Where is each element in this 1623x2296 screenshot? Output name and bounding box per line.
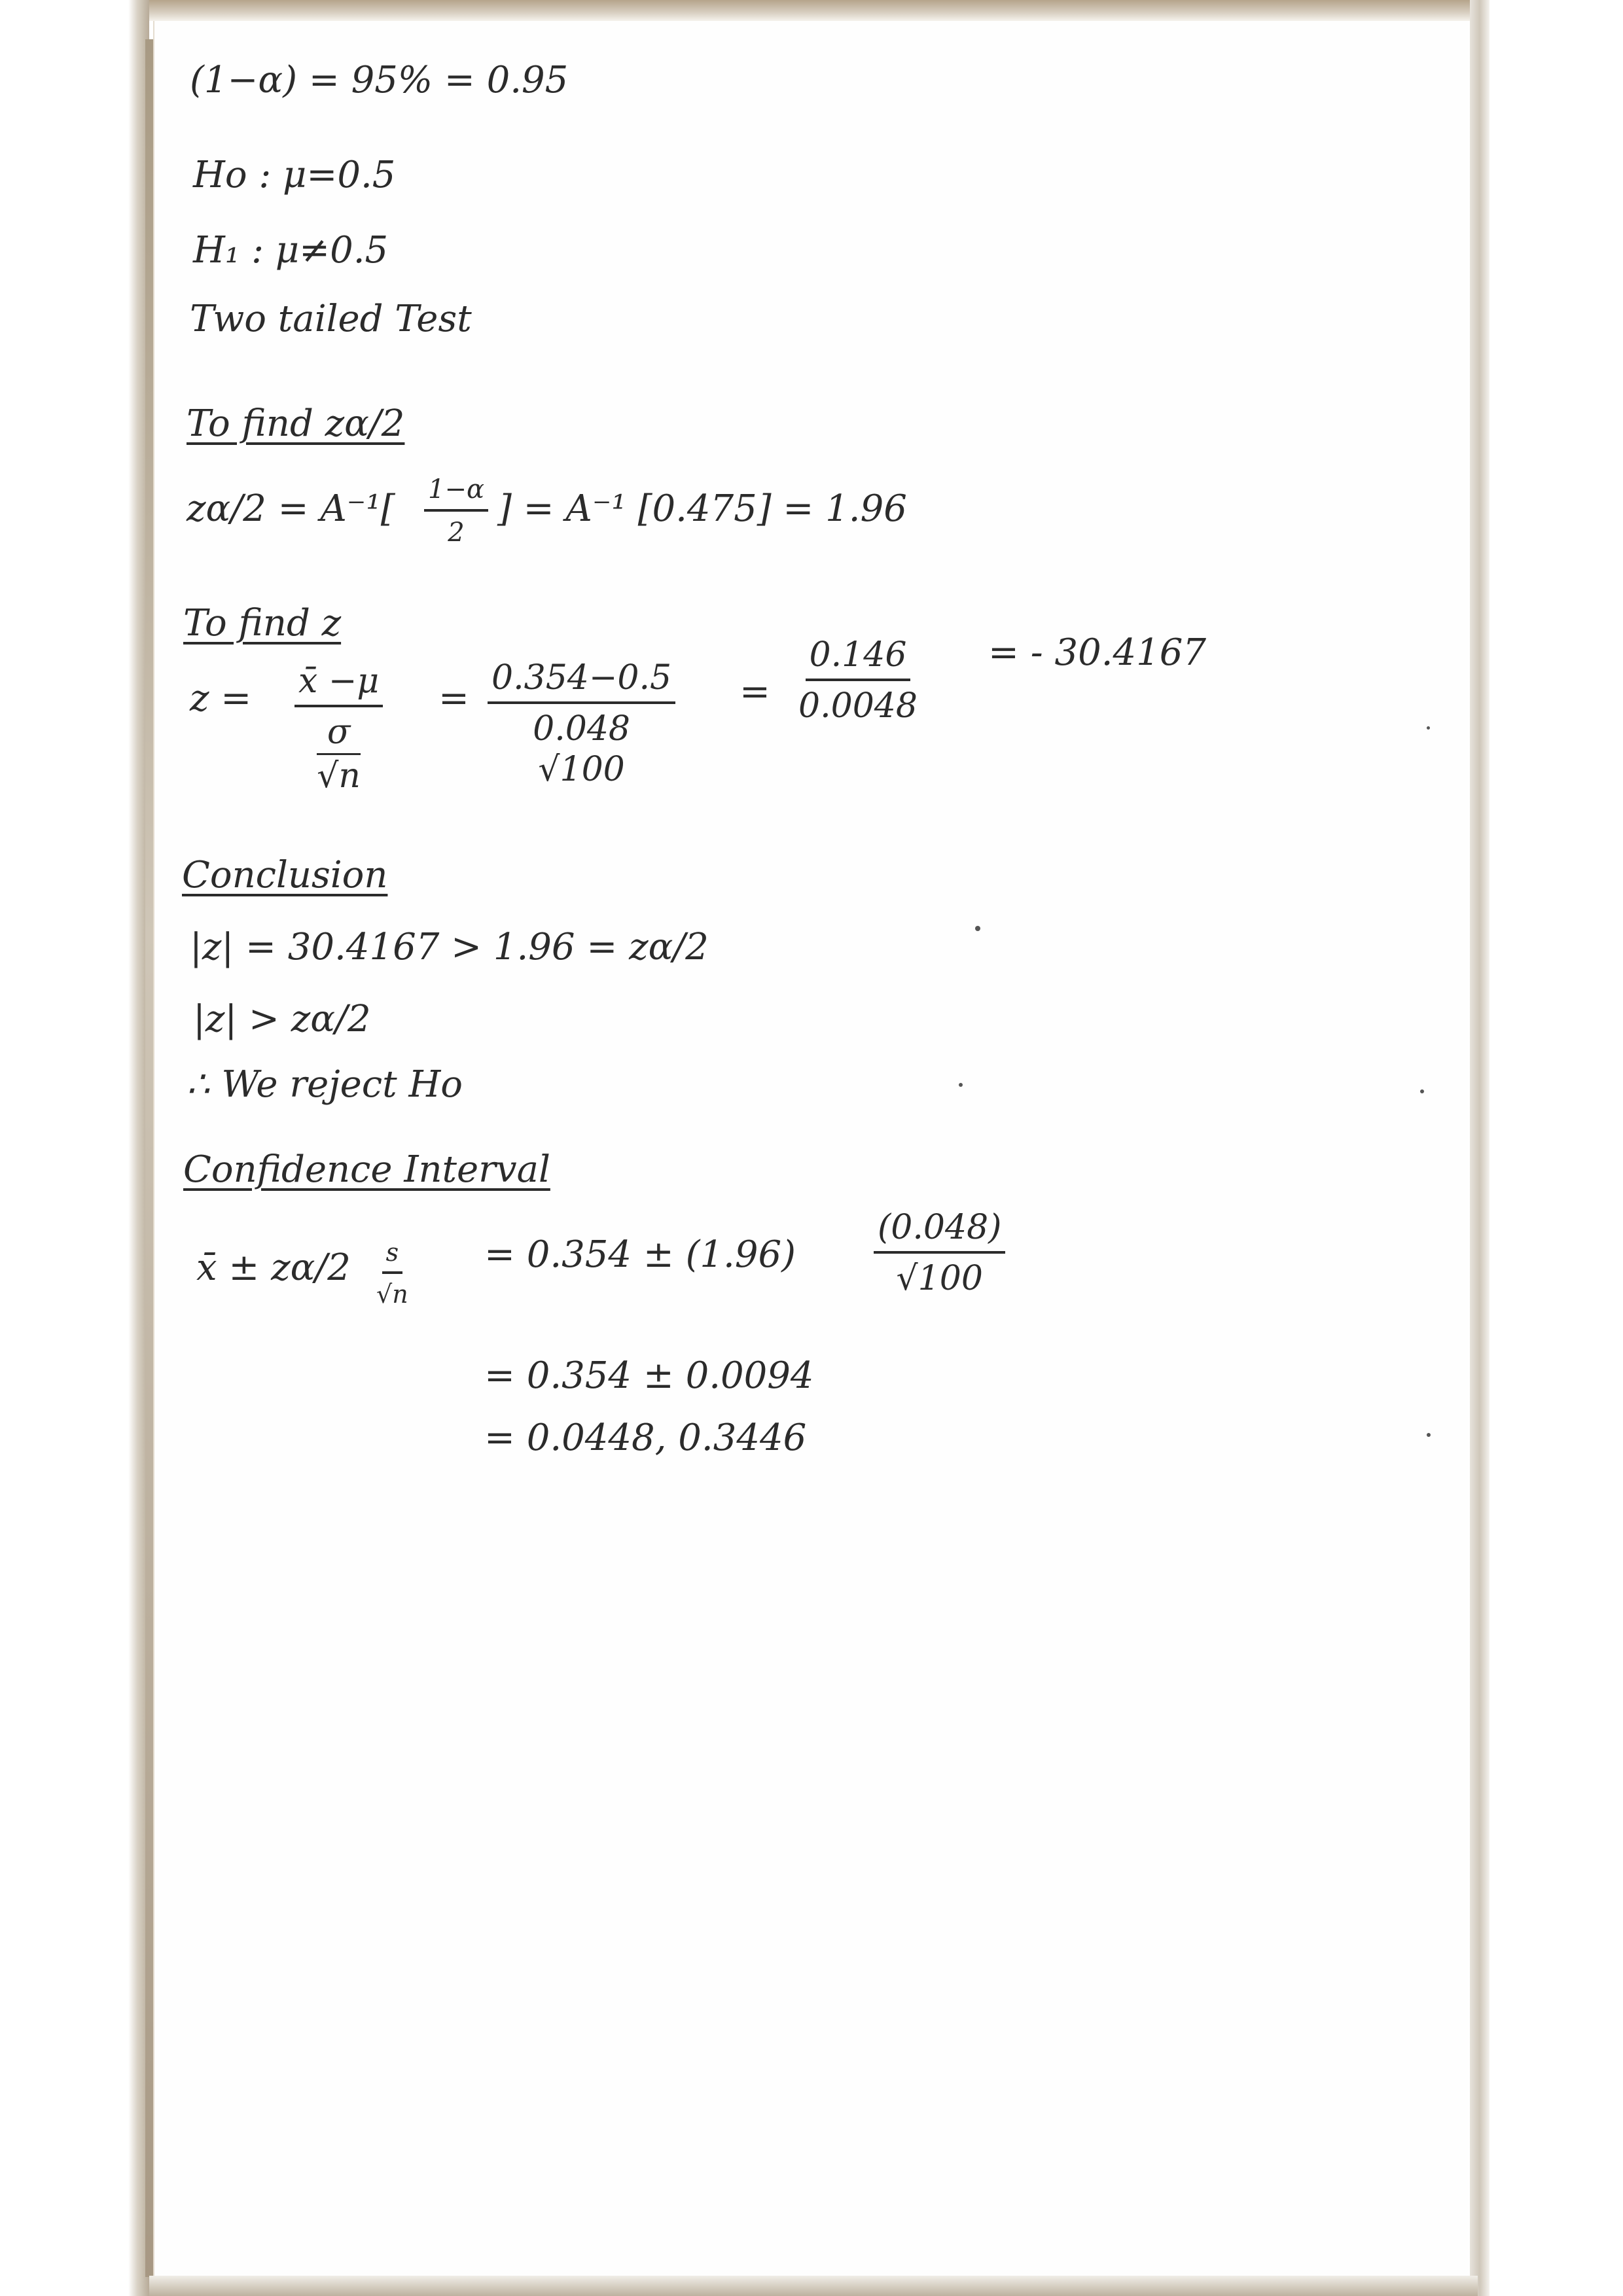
equals-sign: = xyxy=(438,677,469,720)
conclusion-inequality: |z| > zα/2 xyxy=(193,998,371,1040)
z-formula-denominator: σ √n xyxy=(317,713,361,796)
margin-line xyxy=(153,21,154,2276)
paper-edge-shadow xyxy=(145,39,153,2277)
heading-conclusion: Conclusion xyxy=(182,854,388,896)
conclusion-comparison: |z| = 30.4167 > 1.96 = zα/2 xyxy=(190,926,709,968)
ci-substitution: = 0.354 ± (1.96) xyxy=(484,1233,796,1276)
ci-formula-numerator: s xyxy=(382,1240,403,1274)
z-simplified-numerator: 0.146 xyxy=(806,638,911,681)
paper-speck xyxy=(1427,1433,1431,1437)
critical-value-lhs: zα/2 = A⁻¹[ xyxy=(187,487,395,530)
desk-background-top xyxy=(149,0,1478,21)
equals-sign: = xyxy=(740,671,770,713)
heading-find-z: To find z xyxy=(183,602,342,645)
confidence-level-line: (1−α) = 95% = 0.95 xyxy=(190,59,569,101)
z-formula-fraction xyxy=(294,662,383,796)
paper-speck xyxy=(959,1083,963,1087)
fraction-denominator: 2 xyxy=(448,518,465,548)
z-values-denominator: 0.048 √100 xyxy=(533,709,630,789)
test-type-line: Two tailed Test xyxy=(190,298,472,340)
conclusion-decision: ∴ We reject Ho xyxy=(187,1063,463,1106)
ci-formula-lhs: x̄ ± zα/2 xyxy=(196,1246,351,1289)
ci-substitution-fraction xyxy=(874,1210,1005,1296)
heading-confidence-interval: Confidence Interval xyxy=(183,1148,550,1191)
ci-result-line: = 0.0448, 0.3446 xyxy=(484,1417,807,1459)
ci-substitution-numerator: (0.048) xyxy=(874,1210,1005,1254)
z-values-numerator: 0.354−0.5 xyxy=(488,661,675,704)
z-result: = - 30.4167 xyxy=(988,631,1207,674)
ci-substitution-denominator: √100 xyxy=(896,1259,983,1298)
heading-find-critical-value: To find zα/2 xyxy=(187,402,405,445)
z-values-fraction xyxy=(488,658,675,789)
paper-speck xyxy=(975,926,980,931)
z-formula-numerator: x̄ −μ xyxy=(294,664,383,707)
ci-margin-line: = 0.354 ± 0.0094 xyxy=(484,1354,814,1397)
z-simplified-denominator: 0.0048 xyxy=(798,686,918,726)
paper-speck xyxy=(1420,1089,1424,1093)
ci-formula-fraction xyxy=(376,1240,408,1307)
z-simplified-fraction xyxy=(798,635,918,726)
critical-value-fraction xyxy=(424,476,488,546)
critical-value-rhs: ] = A⁻¹ [0.475] = 1.96 xyxy=(497,487,907,530)
alternative-hypothesis-line: H₁ : μ≠0.5 xyxy=(193,229,389,272)
paper-speck xyxy=(1427,726,1430,730)
ci-formula-denominator: √n xyxy=(376,1280,408,1309)
fraction-numerator: 1−α xyxy=(424,476,488,512)
z-lhs: z = xyxy=(190,677,252,720)
null-hypothesis-line: Ho : μ=0.5 xyxy=(193,154,396,196)
desk-background-bottom xyxy=(149,2276,1478,2296)
desk-background-left xyxy=(0,0,149,2296)
paper-edge-right xyxy=(1470,0,1489,2296)
